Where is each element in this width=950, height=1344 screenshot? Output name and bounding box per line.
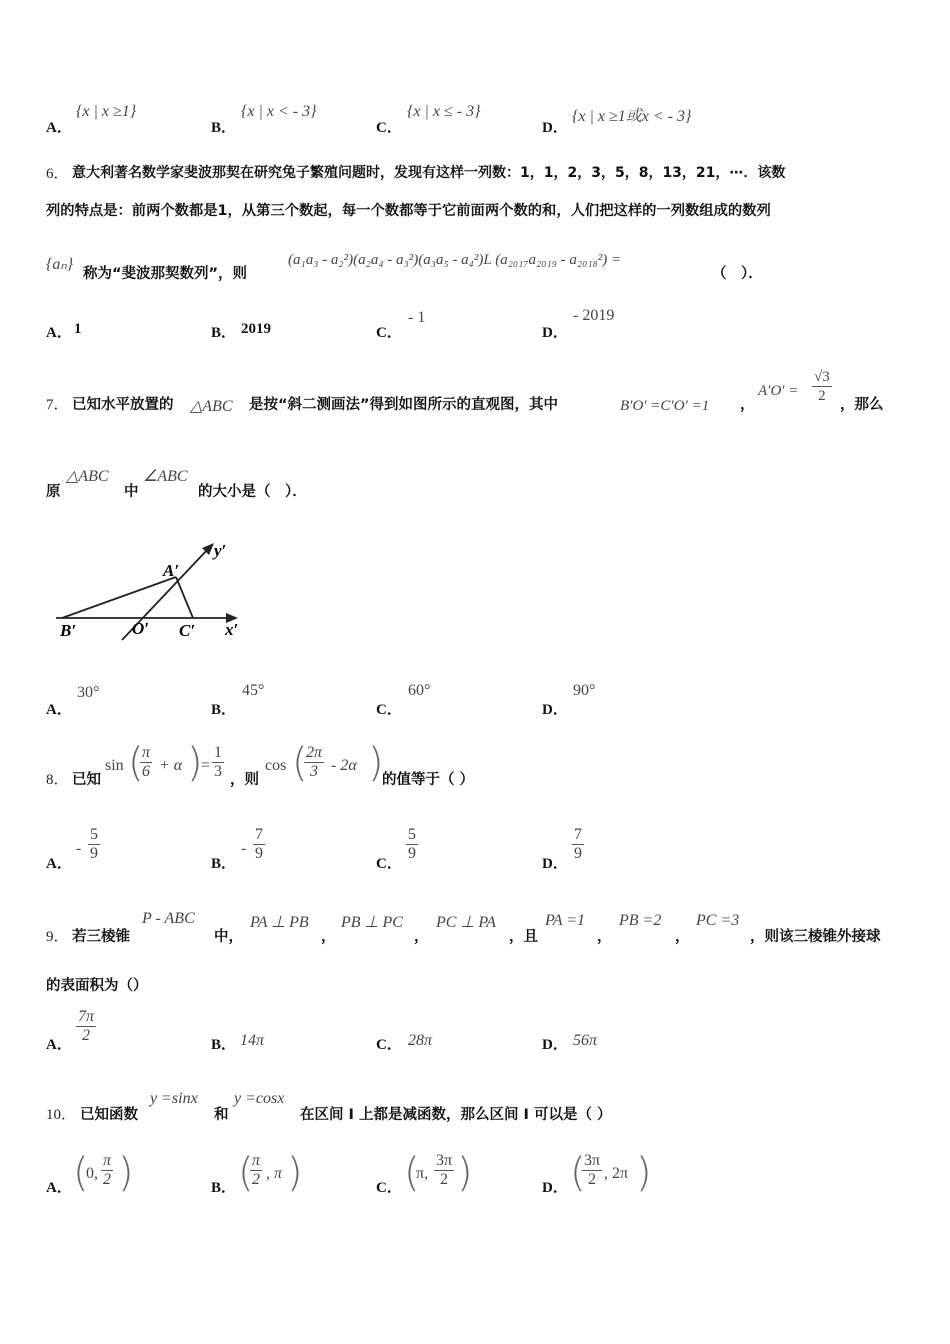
q7-cond1: B′O′ =C′O′ =1 [620,398,710,414]
q9-comma4: ， [675,929,690,945]
q10-option-b-label: B． [211,1180,237,1196]
q9-comma2: ， [414,929,429,945]
q9-option-d-value: 56π [573,1032,598,1049]
q10-option-b-open: ( [238,1150,254,1196]
q8-option-c-den: 9 [408,845,416,862]
q9-cond1: PA ⊥ PB [250,914,309,931]
q7-cond2-fraction [812,368,832,405]
q9-pyramid: P - ABC [142,910,195,927]
q9-comma1: ， [321,929,336,945]
q9-cond2: PB ⊥ PC [341,914,403,931]
q7-number: 7． [46,397,69,413]
q7-triangle: △ABC [190,398,233,415]
q8-one-third [212,744,224,781]
q10-option-b-den: 2 [252,1171,260,1188]
q10-option-d-open: ( [570,1150,586,1196]
q5-option-b-label: B． [211,120,237,136]
q10-option-a-open: ( [73,1150,89,1196]
q6-line1: 意大利著名数学家斐波那契在研究兔子繁殖问题时，发现有这样一列数：1，1，2，3，5，8，13，21，⋯．该数 [72,165,786,181]
q5-option-d-math: {x | x ≥1或x < - 3} [572,108,692,125]
q7-option-b-label: B． [211,702,237,718]
q7-text3: ，那么 [840,397,884,413]
q9-val1: PA =1 [545,912,585,929]
q8-three: 3 [214,763,222,780]
q5-option-a-math: {x | x ≥1} [76,103,137,120]
q8-option-a-frac [88,826,100,863]
q6-number: 6． [46,166,69,182]
q6-tail: （ ）． [712,266,763,282]
q8-three2: 3 [310,763,318,780]
q8-option-a-sign: - [76,840,82,857]
q7-line2-c: 的大小是（ ）． [198,484,307,500]
q10-func2: y =cosx [234,1090,285,1107]
q9-val2: PB =2 [619,912,662,929]
q10-option-c-den: 2 [440,1171,449,1188]
q10-option-b-right: , π [266,1165,283,1182]
q9-option-d-label: D． [542,1037,568,1053]
label-b: B′ [60,621,77,640]
q10-option-b-close: ) [287,1150,303,1196]
q9-option-b-label: B． [211,1037,237,1053]
q5-option-a-label: A． [46,120,72,136]
q7-cond2-lhs: A′O′ = [758,383,799,399]
q8-six: 6 [142,763,150,780]
q10-option-c-open: ( [404,1150,420,1196]
q8-option-a-num: 5 [90,826,98,843]
q5-option-c-math: {x | x ≤ - 3} [407,103,481,120]
label-x: x′ [225,620,239,639]
q7-triangle2: △ABC [66,468,109,485]
q9-line2: 的表面积为（） [46,978,148,994]
q10-text2: 和 [214,1107,229,1123]
q10-option-d-right: , 2π [604,1165,629,1182]
q8-pi-over-6 [140,744,152,781]
q7-option-a-value: 30° [77,684,100,701]
q8-minus-2alpha: - 2α [331,757,357,774]
q8-option-d-den: 9 [574,845,582,862]
q10-option-a-frac [101,1152,113,1189]
q10-option-b-frac [250,1152,262,1189]
q8-option-b-num: 7 [255,826,263,843]
q9-comma3: ， [597,929,612,945]
q9-option-a-den: 2 [82,1027,90,1044]
segment-ac [176,577,193,618]
q6-option-a-label: A． [46,325,72,341]
q8-one: 1 [214,744,222,761]
q7-option-d-label: D． [542,702,568,718]
q9-option-c-label: C． [376,1037,402,1053]
q7-comma: ， [740,397,755,413]
q7-text1: 已知水平放置的 [72,397,174,413]
q5-option-d-label: D． [542,120,568,136]
q10-option-d-den: 2 [588,1171,597,1188]
q6-sequence: {aₙ} [46,256,74,273]
q6-line3: 称为“斐波那契数列”，则 [83,266,248,282]
q8-option-c-num: 5 [408,826,416,843]
q7-option-b-value: 45° [242,682,265,699]
q6-option-b-label: B． [211,325,237,341]
q8-option-d-num: 7 [574,826,582,843]
q7-line2-b: 中 [124,484,139,500]
q9-option-c-value: 28π [408,1032,433,1049]
q10-text1: 已知函数 [80,1107,138,1123]
q9-number: 9． [46,929,69,945]
q9-text4: ，则该三棱锥外接球 [750,929,881,945]
q10-option-c-label: C． [376,1180,402,1196]
q8-option-d-frac [572,826,584,863]
q10-func1: y =sinx [150,1090,198,1107]
q8-eq: = [201,757,211,774]
q8-twopi: 2π [306,744,323,761]
label-y: y′ [214,541,227,560]
q6-option-b-value: 2019 [241,321,271,337]
q7-text2: 是按“斜二测画法”得到如图所示的直观图，其中 [249,397,559,413]
q8-paren-open-2: ( [292,740,308,786]
q7-option-d-value: 90° [573,682,596,699]
q10-option-a-den: 2 [103,1171,111,1188]
q10-option-c-left: π, [416,1165,429,1182]
q8-option-d-label: D． [542,856,568,872]
q6-expression: (a₁a₃ - a₂²)(a₂a₄ - a₃²)(a₃a₅ - a₄²)L (a₂₀₁₇a₂₀₁₉ - a₂₀₁₈²) = [288,252,622,268]
q10-option-a-close: ) [118,1150,134,1196]
q10-option-c-frac [434,1152,454,1189]
q8-sin: sin [105,757,124,774]
q8-option-c-frac [406,826,418,863]
label-c: C′ [179,621,196,640]
q6-option-a-value: 1 [74,321,82,337]
q9-text1: 若三棱锥 [72,929,130,945]
q8-text1: 已知 [72,772,101,788]
q6-option-c-value: - 1 [408,309,426,326]
q8-option-c-label: C． [376,856,402,872]
q7-line2-a: 原 [46,484,61,500]
q10-option-a-left: 0, [86,1165,98,1182]
q8-cos: cos [265,757,287,774]
q10-option-d-close: ) [636,1150,652,1196]
q8-option-b-den: 9 [255,845,263,862]
q8-paren-open-1: ( [128,740,144,786]
q9-option-b-value: 14π [240,1032,265,1049]
q10-text3: 在区间 I 上都是减函数，那么区间 I 可以是（ ） [300,1107,612,1123]
q10-option-d-label: D． [542,1180,568,1196]
q10-option-c-num: 3π [436,1152,453,1169]
q7-option-c-value: 60° [408,682,431,699]
label-a: A′ [163,561,180,580]
q8-text3: 的值等于（ ） [382,772,475,788]
q9-val3: PC =3 [696,912,740,929]
q8-pi: π [142,744,151,761]
q10-number: 10． [46,1107,77,1123]
q10-option-c-close: ) [457,1150,473,1196]
q8-text2: ，则 [230,772,259,788]
q9-option-a-frac [76,1008,96,1045]
q7-option-a-label: A． [46,702,72,718]
q7-cond2-den: 2 [818,388,826,404]
q8-option-b-frac [253,826,265,863]
q10-option-d-frac [582,1152,602,1189]
q9-text3: ，且 [509,929,538,945]
q10-option-d-num: 3π [584,1152,601,1169]
q6-line2: 列的特点是：前两个数都是1，从第三个数起，每一个数都等于它前面两个数的和，人们把这样的一列数组成的数列 [46,203,771,219]
q6-option-c-label: C． [376,325,402,341]
label-o: O′ [132,619,150,638]
q8-option-a-den: 9 [90,845,98,862]
q8-number: 8． [46,772,69,788]
q9-cond3: PC ⊥ PA [436,914,496,931]
q5-option-b-math: {x | x < - 3} [241,103,317,120]
q7-figure [50,535,260,645]
q7-angle: ∠ABC [143,468,188,485]
q8-paren-close-1: ) [187,740,203,786]
q7-cond2-num: √3 [814,369,830,385]
q9-option-a-label: A． [46,1037,72,1053]
q10-option-a-label: A． [46,1180,72,1196]
q8-2pi-over-3 [304,744,324,781]
q5-option-c-label: C． [376,120,402,136]
q9-option-a-num: 7π [78,1008,95,1025]
q9-text2: 中， [214,929,243,945]
q8-option-b-sign: - [241,840,247,857]
q8-plus-alpha: + α [159,757,183,774]
segment-ba [62,577,176,618]
q10-option-a-num: π [103,1152,112,1169]
q7-option-c-label: C． [376,702,402,718]
q10-option-b-num: π [252,1152,261,1169]
q8-option-b-label: B． [211,856,237,872]
q6-option-d-value: - 2019 [573,307,615,324]
q8-option-a-label: A． [46,856,72,872]
q6-option-d-label: D． [542,325,568,341]
q8-paren-close-2: ) [368,740,384,786]
